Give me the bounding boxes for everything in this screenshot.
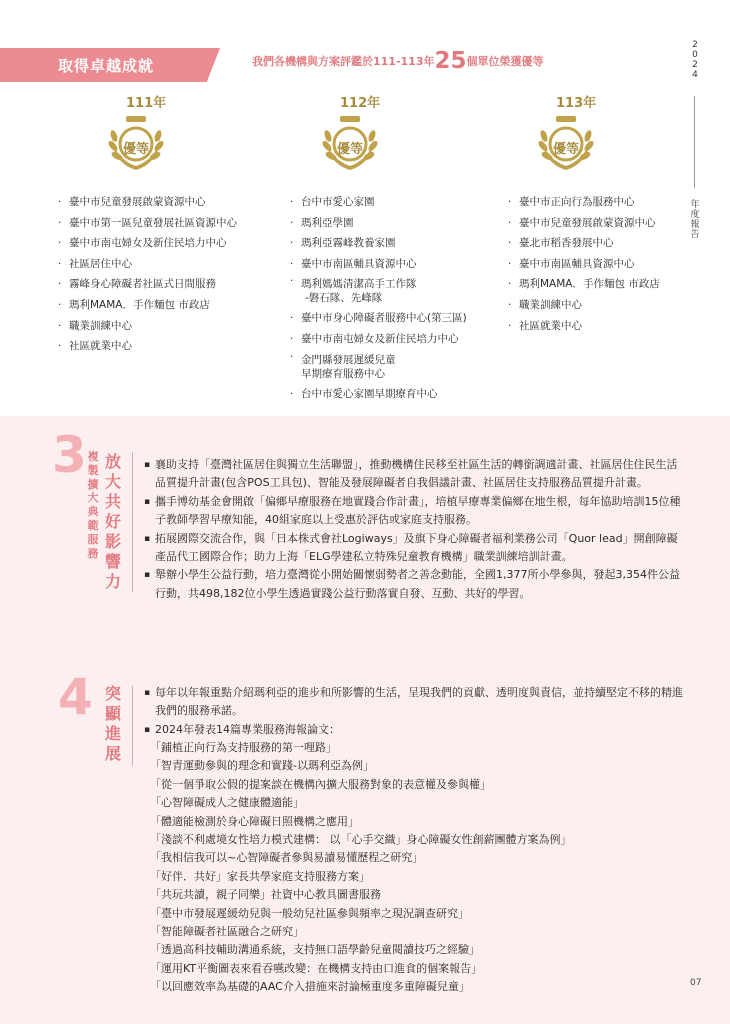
section-3-divider (132, 452, 133, 592)
section-3-bullets (144, 456, 684, 603)
list-item: · 瑪利MAMA．手作麵包 市政店 (58, 295, 237, 316)
list-item: 「好伴．共好」家長共學家庭支持服務方案」 (150, 869, 370, 883)
section-4-number: 4 (58, 668, 93, 726)
list-item: 「智青運動參與的理念和實踐-以瑪利亞為例」 (150, 759, 374, 773)
list-item: · 臺中市南區輔具資源中心 (290, 254, 467, 275)
section-4-bullets (144, 684, 684, 739)
list-item: · 瑪利亞學園 (290, 213, 467, 234)
side-report-title: 年 度 報 告 (690, 200, 700, 240)
list-item: 「鋪植正向行為支持服務的第一哩路」 (150, 741, 337, 754)
list-item: 「臺中市發展遲緩幼兒與一般幼兒社區參與頻率之現況調查研究」 (150, 906, 469, 920)
list-item: 「透過高科技輔助溝通系統，支持無口語學齡兒童閱讀技巧之經驗」 (150, 943, 480, 957)
list-item: 「從一個爭取公假的提案談在機構內擴大服務對象的表意權及參與權」 (150, 777, 491, 791)
summary-suffix: 個單位榮獲優等 (466, 55, 544, 68)
award-list-111 (58, 192, 237, 357)
list-item: · 瑪利MAMA．手作麵包 市政店 (508, 274, 660, 295)
banner-title: 取得卓越成就 (58, 57, 155, 75)
list-item: ▪ 2024年發表14篇專業服務海報論文： (144, 721, 684, 739)
year-113-label: 113年 (556, 96, 597, 111)
list-item: ▪ 每年以年報重點介紹瑪利亞的進步和所影響的生活，呈現我們的貢獻、透明度與責信，並持續堅定不移的精進我們的服務承諾。 (144, 684, 684, 721)
list-item: · 臺中市第一區兒童發展社區資源中心 (58, 213, 237, 234)
list-item: ▪ 舉辦小學生公益行動，培力臺灣從小開始關懷弱勢者之善念動能，全國1,377所小學參與，發起3,354件公益行動，共498,182位小學生透過實踐公益行動落實自發、互動、共好的學習。 (144, 566, 684, 603)
page-number: 07 (690, 978, 702, 988)
poster-paper-list (150, 739, 572, 997)
list-item: · 瑪利媽媽清潔高手工作隊 -磐石隊、先峰隊 (290, 274, 467, 308)
list-item: · 臺中市南屯婦女及新住民培力中心 (58, 233, 237, 254)
awards-summary (252, 48, 544, 74)
list-item: · 臺中市兒童發展啟蒙資源中心 (508, 213, 660, 234)
list-item: · 職業訓練中心 (508, 295, 660, 316)
section-3-title: 放 大 共 好 影 響 力 (104, 452, 121, 591)
section-4-title: 突 顯 進 展 (104, 684, 121, 763)
badge-text: 優等 (122, 142, 149, 157)
section-3-number: 3 (52, 426, 87, 484)
list-item: · 台中市愛心家園 (290, 192, 467, 213)
list-item: 「體適能檢測於身心障礙日照機構之應用」 (150, 814, 359, 828)
list-item: 「運用KT平衡圖表來看吞嚥改變：在機構支持由口進食的個案報告」 (150, 961, 483, 975)
list-item: · 社區就業中心 (58, 336, 237, 357)
side-divider (694, 96, 695, 188)
award-list-113 (508, 192, 660, 336)
list-item: ▪ 攜手博幼基金會開啟「偏鄉早療服務在地實踐合作計畫」，培植早療專業偏鄉在地生根，每年協助培訓15位種子教師學習早療知能，40組家庭以上受惠於評估或家庭支持服務。 (144, 493, 684, 530)
list-item: · 臺中市正向行為服務中心 (508, 192, 660, 213)
list-item: · 金門縣發展遲緩兒童 早期療育服務中心 (290, 350, 467, 384)
list-item: 「心智障礙成人之健康體適能」 (150, 796, 304, 810)
summary-prefix: 我們各機構與方案評鑑於111-113年 (252, 55, 435, 68)
list-item: · 霧峰身心障礙者社區式日間服務 (58, 274, 237, 295)
list-item: · 臺中市身心障礙者服務中心(第三區) (290, 308, 467, 329)
section-3-subtitle: 複 製 擴 大 典 範 服 務 (87, 450, 99, 560)
list-item: 「共玩共讀，親子同樂」社資中心教具圖書服務 (150, 888, 381, 902)
list-item: · 社區就業中心 (508, 316, 660, 337)
badge-text: 優等 (336, 142, 363, 157)
list-item: · 臺中市南區輔具資源中心 (508, 254, 660, 275)
list-item: · 瑪利亞霧峰教養家園 (290, 233, 467, 254)
year-112-label: 112年 (340, 96, 381, 111)
section-4-divider (132, 686, 133, 766)
list-item: · 職業訓練中心 (58, 316, 237, 337)
list-item: 「以回應效率為基礎的AAC介入措施來討論極重度多重障礙兒童」 (150, 980, 470, 994)
summary-number: 25 (434, 48, 467, 74)
list-item: · 臺中市南屯婦女及新住民培力中心 (290, 329, 467, 350)
year-111-label: 111年 (126, 96, 167, 111)
list-item: 「我相信我可以~心智障礙者參與易讀易懂歷程之研究」 (150, 851, 424, 865)
list-item: · 社區居住中心 (58, 254, 237, 275)
badge-text: 優等 (552, 142, 579, 157)
list-item: 「淺談不利處境女性培力模式建構： 以「心手交織」身心障礙女性創薪團體方案為例」 (150, 833, 572, 847)
side-year: 2 0 2 4 (692, 40, 698, 80)
list-item: · 臺中市兒童發展啟蒙資源中心 (58, 192, 237, 213)
award-list-112 (290, 192, 467, 404)
list-item: 「智能障礙者社區融合之研究」 (150, 925, 304, 939)
list-item: ▪ 拓展國際交流合作，與「日本株式會社Logiways」及旗下身心障礙者福利業務公司「Quor lead」開創障礙產品代工國際合作；助力上海「ELG學建私立特殊兒童教育機構」職業訓練培訓計畫。 (144, 530, 684, 567)
list-item: · 台中市愛心家園早期療育中心 (290, 384, 467, 405)
list-item: · 臺北市稻香發展中心 (508, 233, 660, 254)
list-item: ▪ 襄助支持「臺灣社區居住與獨立生活聯盟」，推動機構住民移至社區生活的轉銜調適計畫、社區居住住民生活品質提升計畫(包含POS工具包)、智能及發展障礙者自我倡議計畫、社區居住支持服務品質提升計畫。 (144, 456, 684, 493)
